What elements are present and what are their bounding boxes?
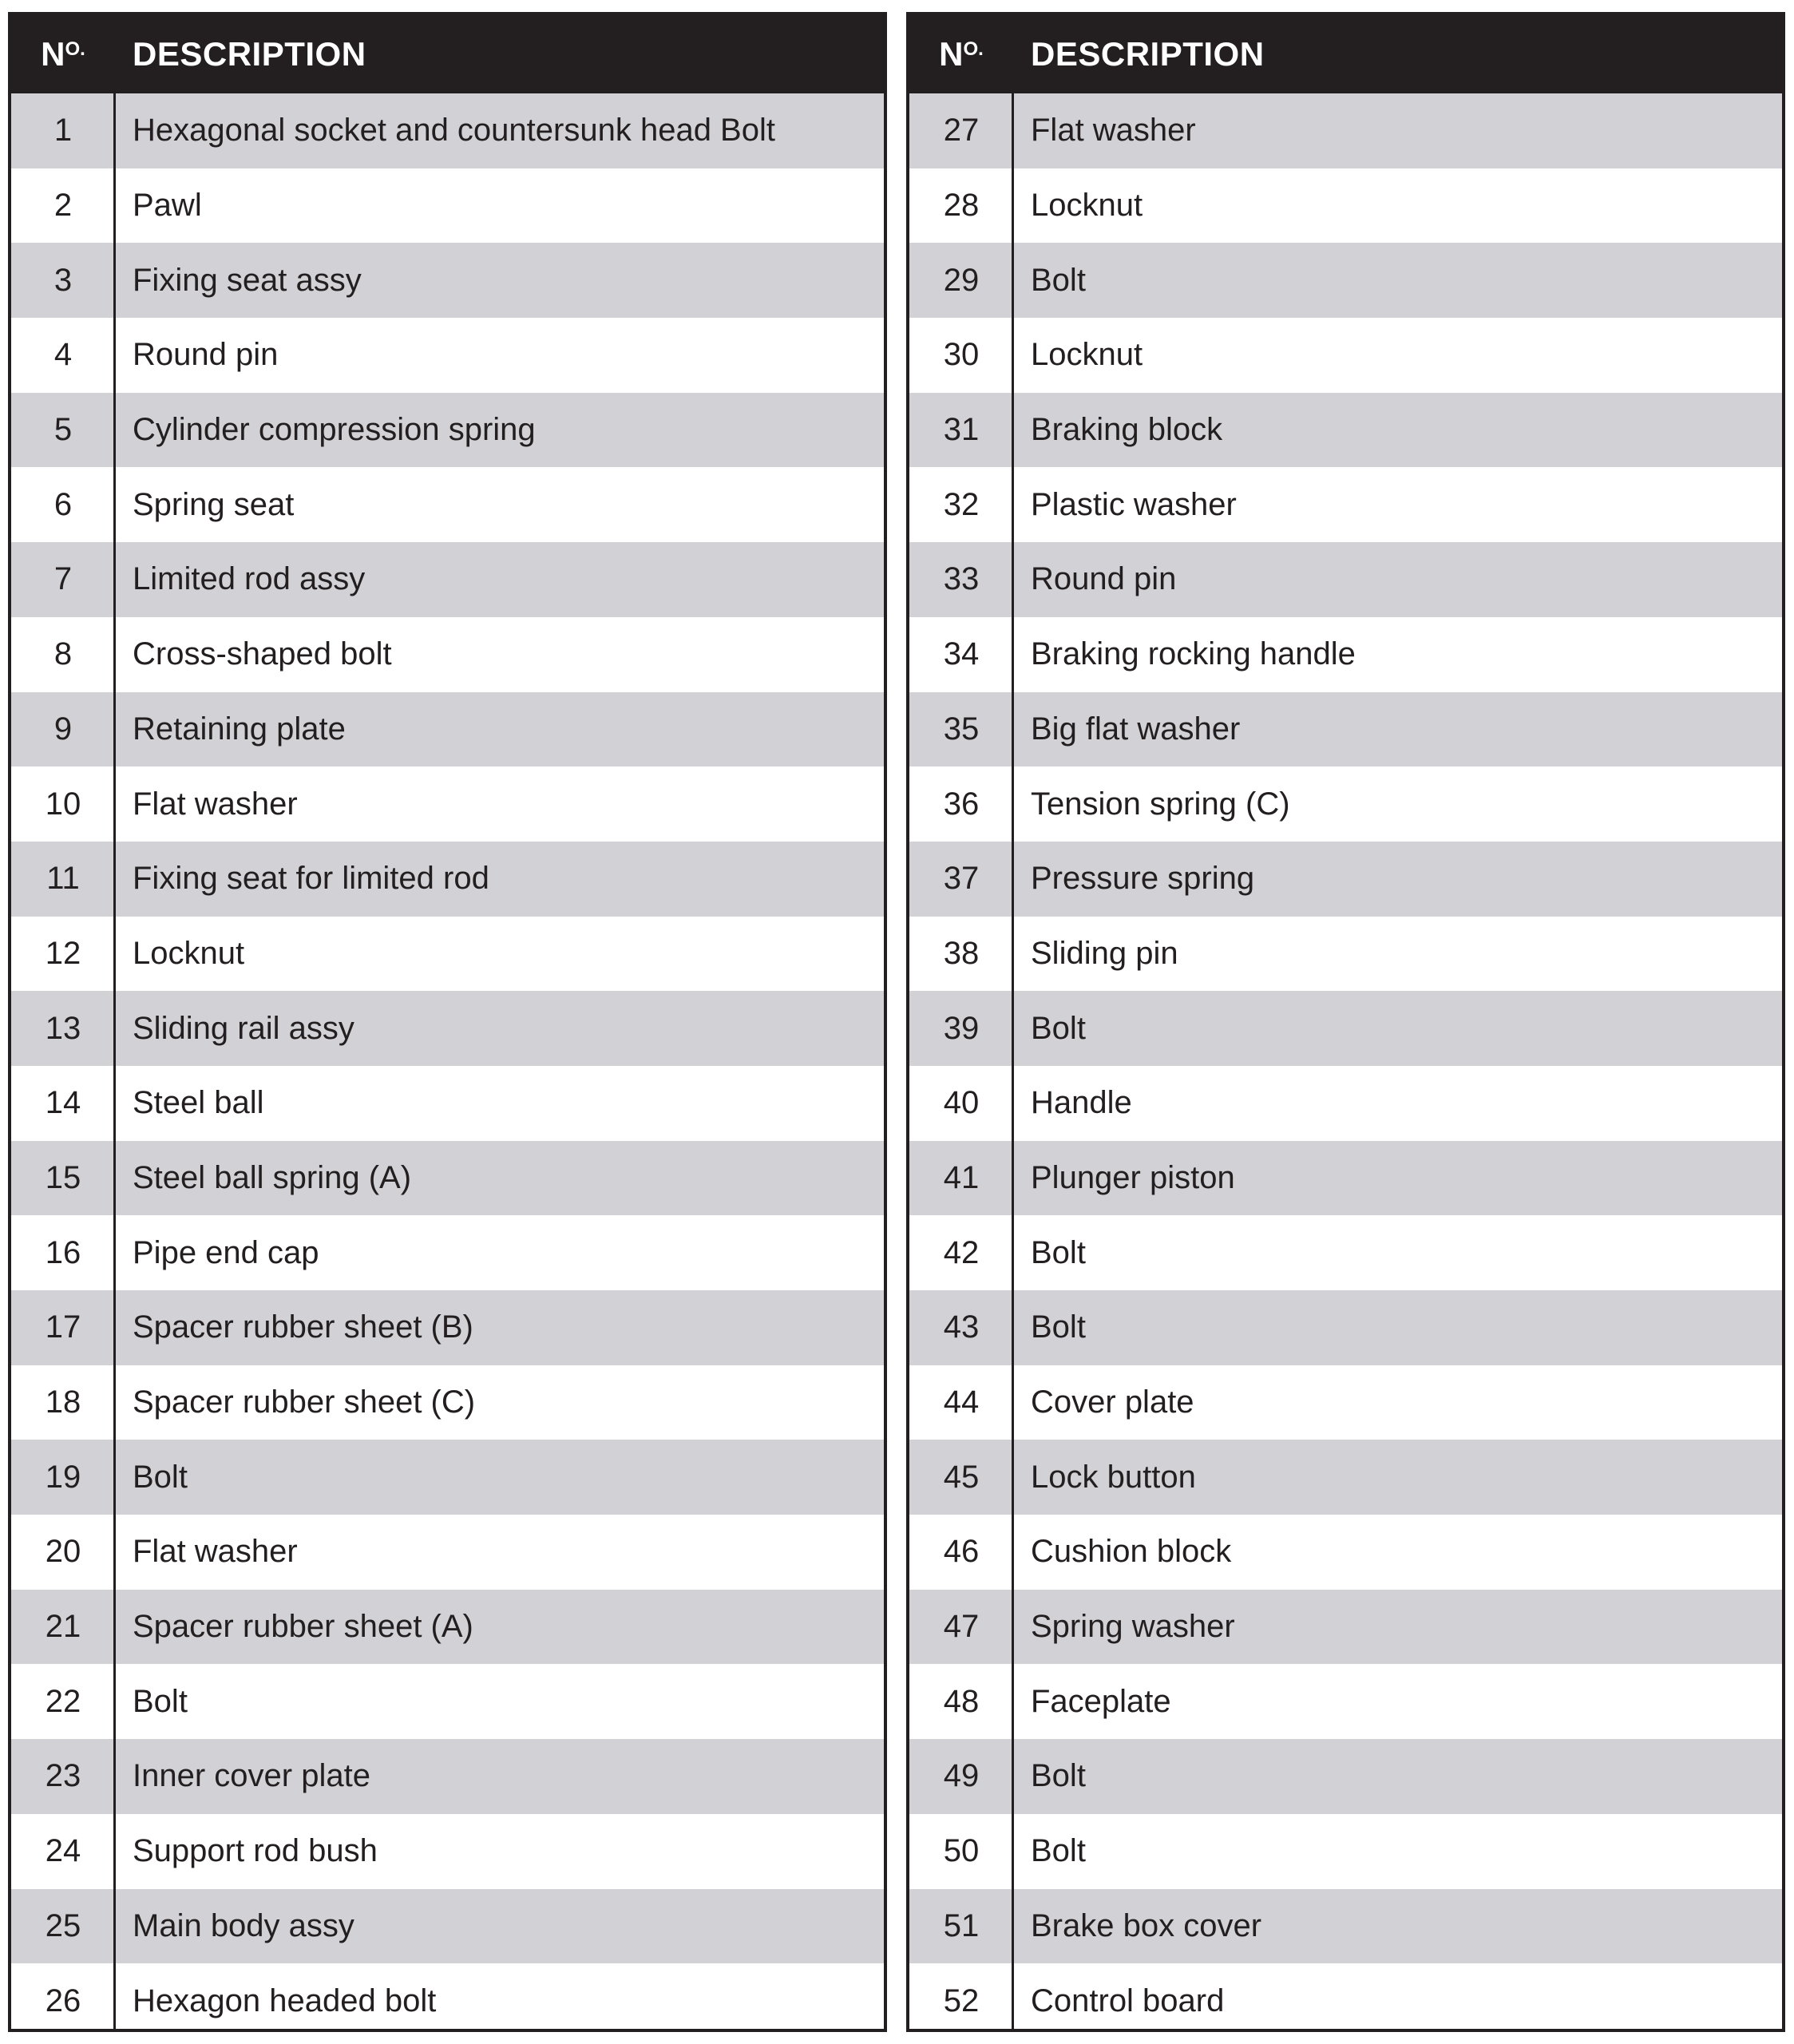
part-number: 33 xyxy=(943,561,980,597)
part-description: Plastic washer xyxy=(1031,486,1237,522)
part-description: Round pin xyxy=(1031,561,1177,597)
table-row xyxy=(909,93,1782,168)
part-number: 42 xyxy=(943,1234,980,1270)
part-description: Spring washer xyxy=(1031,1609,1235,1645)
part-number: 21 xyxy=(45,1609,81,1645)
table-row xyxy=(909,1215,1782,1290)
part-description: Pawl xyxy=(133,188,202,224)
column-divider xyxy=(1012,93,1014,2029)
part-number: 34 xyxy=(943,636,980,672)
part-description: Cushion block xyxy=(1031,1534,1232,1570)
part-number: 18 xyxy=(45,1384,81,1420)
part-description: Inner cover plate xyxy=(133,1758,370,1794)
part-number: 38 xyxy=(943,935,980,971)
column-header-number: N $^{O.}$ xyxy=(939,35,984,73)
part-description: Bolt xyxy=(133,1683,188,1719)
part-description: Braking rocking handle xyxy=(1031,636,1356,672)
part-number: 28 xyxy=(943,188,980,224)
column-header-description: DESCRIPTION xyxy=(1031,35,1265,73)
table-row xyxy=(909,542,1782,617)
table-row xyxy=(11,1440,884,1515)
part-description: Locknut xyxy=(1031,337,1143,373)
table-row xyxy=(909,1141,1782,1216)
part-number: 19 xyxy=(45,1459,81,1495)
table-row xyxy=(909,1290,1782,1365)
table-row xyxy=(909,1515,1782,1590)
table-row xyxy=(11,1889,884,1964)
part-description: Sliding pin xyxy=(1031,935,1178,971)
table-row xyxy=(11,393,884,468)
table-row xyxy=(11,617,884,692)
column-header-number: N $^{O.}$ xyxy=(41,35,85,73)
part-description: Bolt xyxy=(1031,1010,1086,1046)
table-row xyxy=(11,917,884,992)
table-row xyxy=(909,1066,1782,1141)
table-row xyxy=(909,318,1782,393)
part-number: 27 xyxy=(943,113,980,149)
table-header xyxy=(11,15,884,93)
part-number: 6 xyxy=(53,486,73,522)
part-number: 1 xyxy=(53,113,73,149)
table-row xyxy=(909,692,1782,767)
part-description: Bolt xyxy=(1031,1234,1086,1270)
table-row xyxy=(11,991,884,1066)
part-number: 25 xyxy=(45,1907,81,1943)
part-number: 36 xyxy=(943,786,980,822)
table-row xyxy=(11,542,884,617)
part-description: Main body assy xyxy=(133,1907,354,1943)
part-description: Sliding rail assy xyxy=(133,1010,354,1046)
part-number: 24 xyxy=(45,1833,81,1869)
part-description: Support rod bush xyxy=(133,1833,378,1869)
part-description: Tension spring (C) xyxy=(1031,786,1290,822)
part-number: 35 xyxy=(943,711,980,747)
part-description: Spacer rubber sheet (B) xyxy=(133,1309,473,1345)
part-number: 44 xyxy=(943,1384,980,1420)
part-description: Bolt xyxy=(1031,262,1086,298)
part-description: Plunger piston xyxy=(1031,1159,1235,1195)
part-description: Hexagon headed bolt xyxy=(133,1983,437,2018)
part-number: 4 xyxy=(53,337,73,373)
table-row xyxy=(11,93,884,168)
column-header-description: DESCRIPTION xyxy=(133,35,366,73)
part-description: Lock button xyxy=(1031,1459,1196,1495)
table-row xyxy=(11,1590,884,1665)
part-number: 11 xyxy=(46,861,80,897)
table-row xyxy=(11,318,884,393)
part-description: Big flat washer xyxy=(1031,711,1241,747)
part-description: Steel ball spring (A) xyxy=(133,1159,412,1195)
part-description: Fixing seat assy xyxy=(133,262,362,298)
table-row xyxy=(11,842,884,917)
part-number: 41 xyxy=(943,1159,980,1195)
part-number: 10 xyxy=(45,786,81,822)
table-row xyxy=(909,917,1782,992)
table-row xyxy=(909,1664,1782,1739)
part-number: 22 xyxy=(45,1683,81,1719)
table-row xyxy=(909,1739,1782,1814)
part-number: 29 xyxy=(943,262,980,298)
part-description: Bolt xyxy=(1031,1758,1086,1794)
table-row xyxy=(11,1365,884,1440)
table-row xyxy=(909,1963,1782,2038)
table-row xyxy=(909,1440,1782,1515)
part-number: 43 xyxy=(943,1309,980,1345)
part-description: Flat washer xyxy=(1031,113,1196,149)
part-description: Flat washer xyxy=(133,1534,298,1570)
table-row xyxy=(11,1141,884,1216)
part-number: 37 xyxy=(943,861,980,897)
table-row xyxy=(909,842,1782,917)
table-body xyxy=(11,93,884,2038)
part-number: 12 xyxy=(45,935,81,971)
part-description: Bolt xyxy=(133,1459,188,1495)
table-row xyxy=(11,1290,884,1365)
part-description: Handle xyxy=(1031,1085,1132,1121)
table-row xyxy=(909,243,1782,318)
part-number: 51 xyxy=(943,1907,980,1943)
table-row xyxy=(909,467,1782,542)
part-description: Retaining plate xyxy=(133,711,346,747)
table-row xyxy=(11,1814,884,1889)
table-row xyxy=(909,1590,1782,1665)
part-number: 14 xyxy=(45,1085,81,1121)
part-description: Pipe end cap xyxy=(133,1234,319,1270)
part-number: 30 xyxy=(943,337,980,373)
table-row xyxy=(909,393,1782,468)
table-row xyxy=(11,1515,884,1590)
part-number: 20 xyxy=(45,1534,81,1570)
part-number: 9 xyxy=(53,711,73,747)
part-description: Round pin xyxy=(133,337,279,373)
part-description: Limited rod assy xyxy=(133,561,366,597)
table-row xyxy=(909,991,1782,1066)
table-row xyxy=(11,168,884,244)
part-number: 46 xyxy=(943,1534,980,1570)
part-description: Pressure spring xyxy=(1031,861,1255,897)
parts-table-left xyxy=(8,12,887,2032)
part-number: 16 xyxy=(45,1234,81,1270)
part-description: Control board xyxy=(1031,1983,1225,2018)
part-number: 48 xyxy=(943,1683,980,1719)
table-row xyxy=(909,1814,1782,1889)
part-number: 15 xyxy=(45,1159,81,1195)
part-description: Cover plate xyxy=(1031,1384,1194,1420)
part-description: Steel ball xyxy=(133,1085,264,1121)
part-description: Hexagonal socket and countersunk head Bolt xyxy=(133,113,775,149)
part-description: Cylinder compression spring xyxy=(133,412,536,448)
part-description: Locknut xyxy=(1031,188,1143,224)
table-row xyxy=(909,168,1782,244)
table-row xyxy=(909,766,1782,842)
table-header xyxy=(909,15,1782,93)
part-number: 47 xyxy=(943,1609,980,1645)
part-number: 17 xyxy=(45,1309,81,1345)
parts-table-right xyxy=(906,12,1785,2032)
part-description: Cross-shaped bolt xyxy=(133,636,392,672)
part-number: 45 xyxy=(943,1459,980,1495)
table-row xyxy=(11,467,884,542)
part-number: 52 xyxy=(943,1983,980,2018)
table-row xyxy=(11,1664,884,1739)
part-description: Flat washer xyxy=(133,786,298,822)
part-description: Braking block xyxy=(1031,412,1223,448)
part-description: Faceplate xyxy=(1031,1683,1171,1719)
part-number: 2 xyxy=(53,188,73,224)
part-description: Spacer rubber sheet (C) xyxy=(133,1384,476,1420)
part-number: 26 xyxy=(45,1983,81,2018)
part-number: 3 xyxy=(53,262,73,298)
part-description: Spring seat xyxy=(133,486,295,522)
part-number: 31 xyxy=(943,412,980,448)
table-row xyxy=(11,1739,884,1814)
part-description: Brake box cover xyxy=(1031,1907,1262,1943)
table-row xyxy=(11,1215,884,1290)
table-row xyxy=(11,766,884,842)
part-description: Bolt xyxy=(1031,1833,1086,1869)
part-number: 50 xyxy=(943,1833,980,1869)
part-number: 40 xyxy=(943,1085,980,1121)
table-row xyxy=(11,692,884,767)
part-number: 23 xyxy=(45,1758,81,1794)
part-description: Fixing seat for limited rod xyxy=(133,861,489,897)
part-number: 39 xyxy=(943,1010,980,1046)
part-description: Locknut xyxy=(133,935,245,971)
part-description: Spacer rubber sheet (A) xyxy=(133,1609,473,1645)
part-number: 5 xyxy=(53,412,73,448)
part-number: 7 xyxy=(53,561,73,597)
table-row xyxy=(909,1365,1782,1440)
column-divider xyxy=(113,93,116,2029)
part-number: 8 xyxy=(53,636,73,672)
part-number: 49 xyxy=(943,1758,980,1794)
table-row xyxy=(11,1963,884,2038)
part-description: Bolt xyxy=(1031,1309,1086,1345)
table-row xyxy=(11,243,884,318)
part-number: 13 xyxy=(45,1010,81,1046)
table-row xyxy=(909,1889,1782,1964)
part-number: 32 xyxy=(943,486,980,522)
table-row xyxy=(909,617,1782,692)
table-row xyxy=(11,1066,884,1141)
table-body xyxy=(909,93,1782,2038)
